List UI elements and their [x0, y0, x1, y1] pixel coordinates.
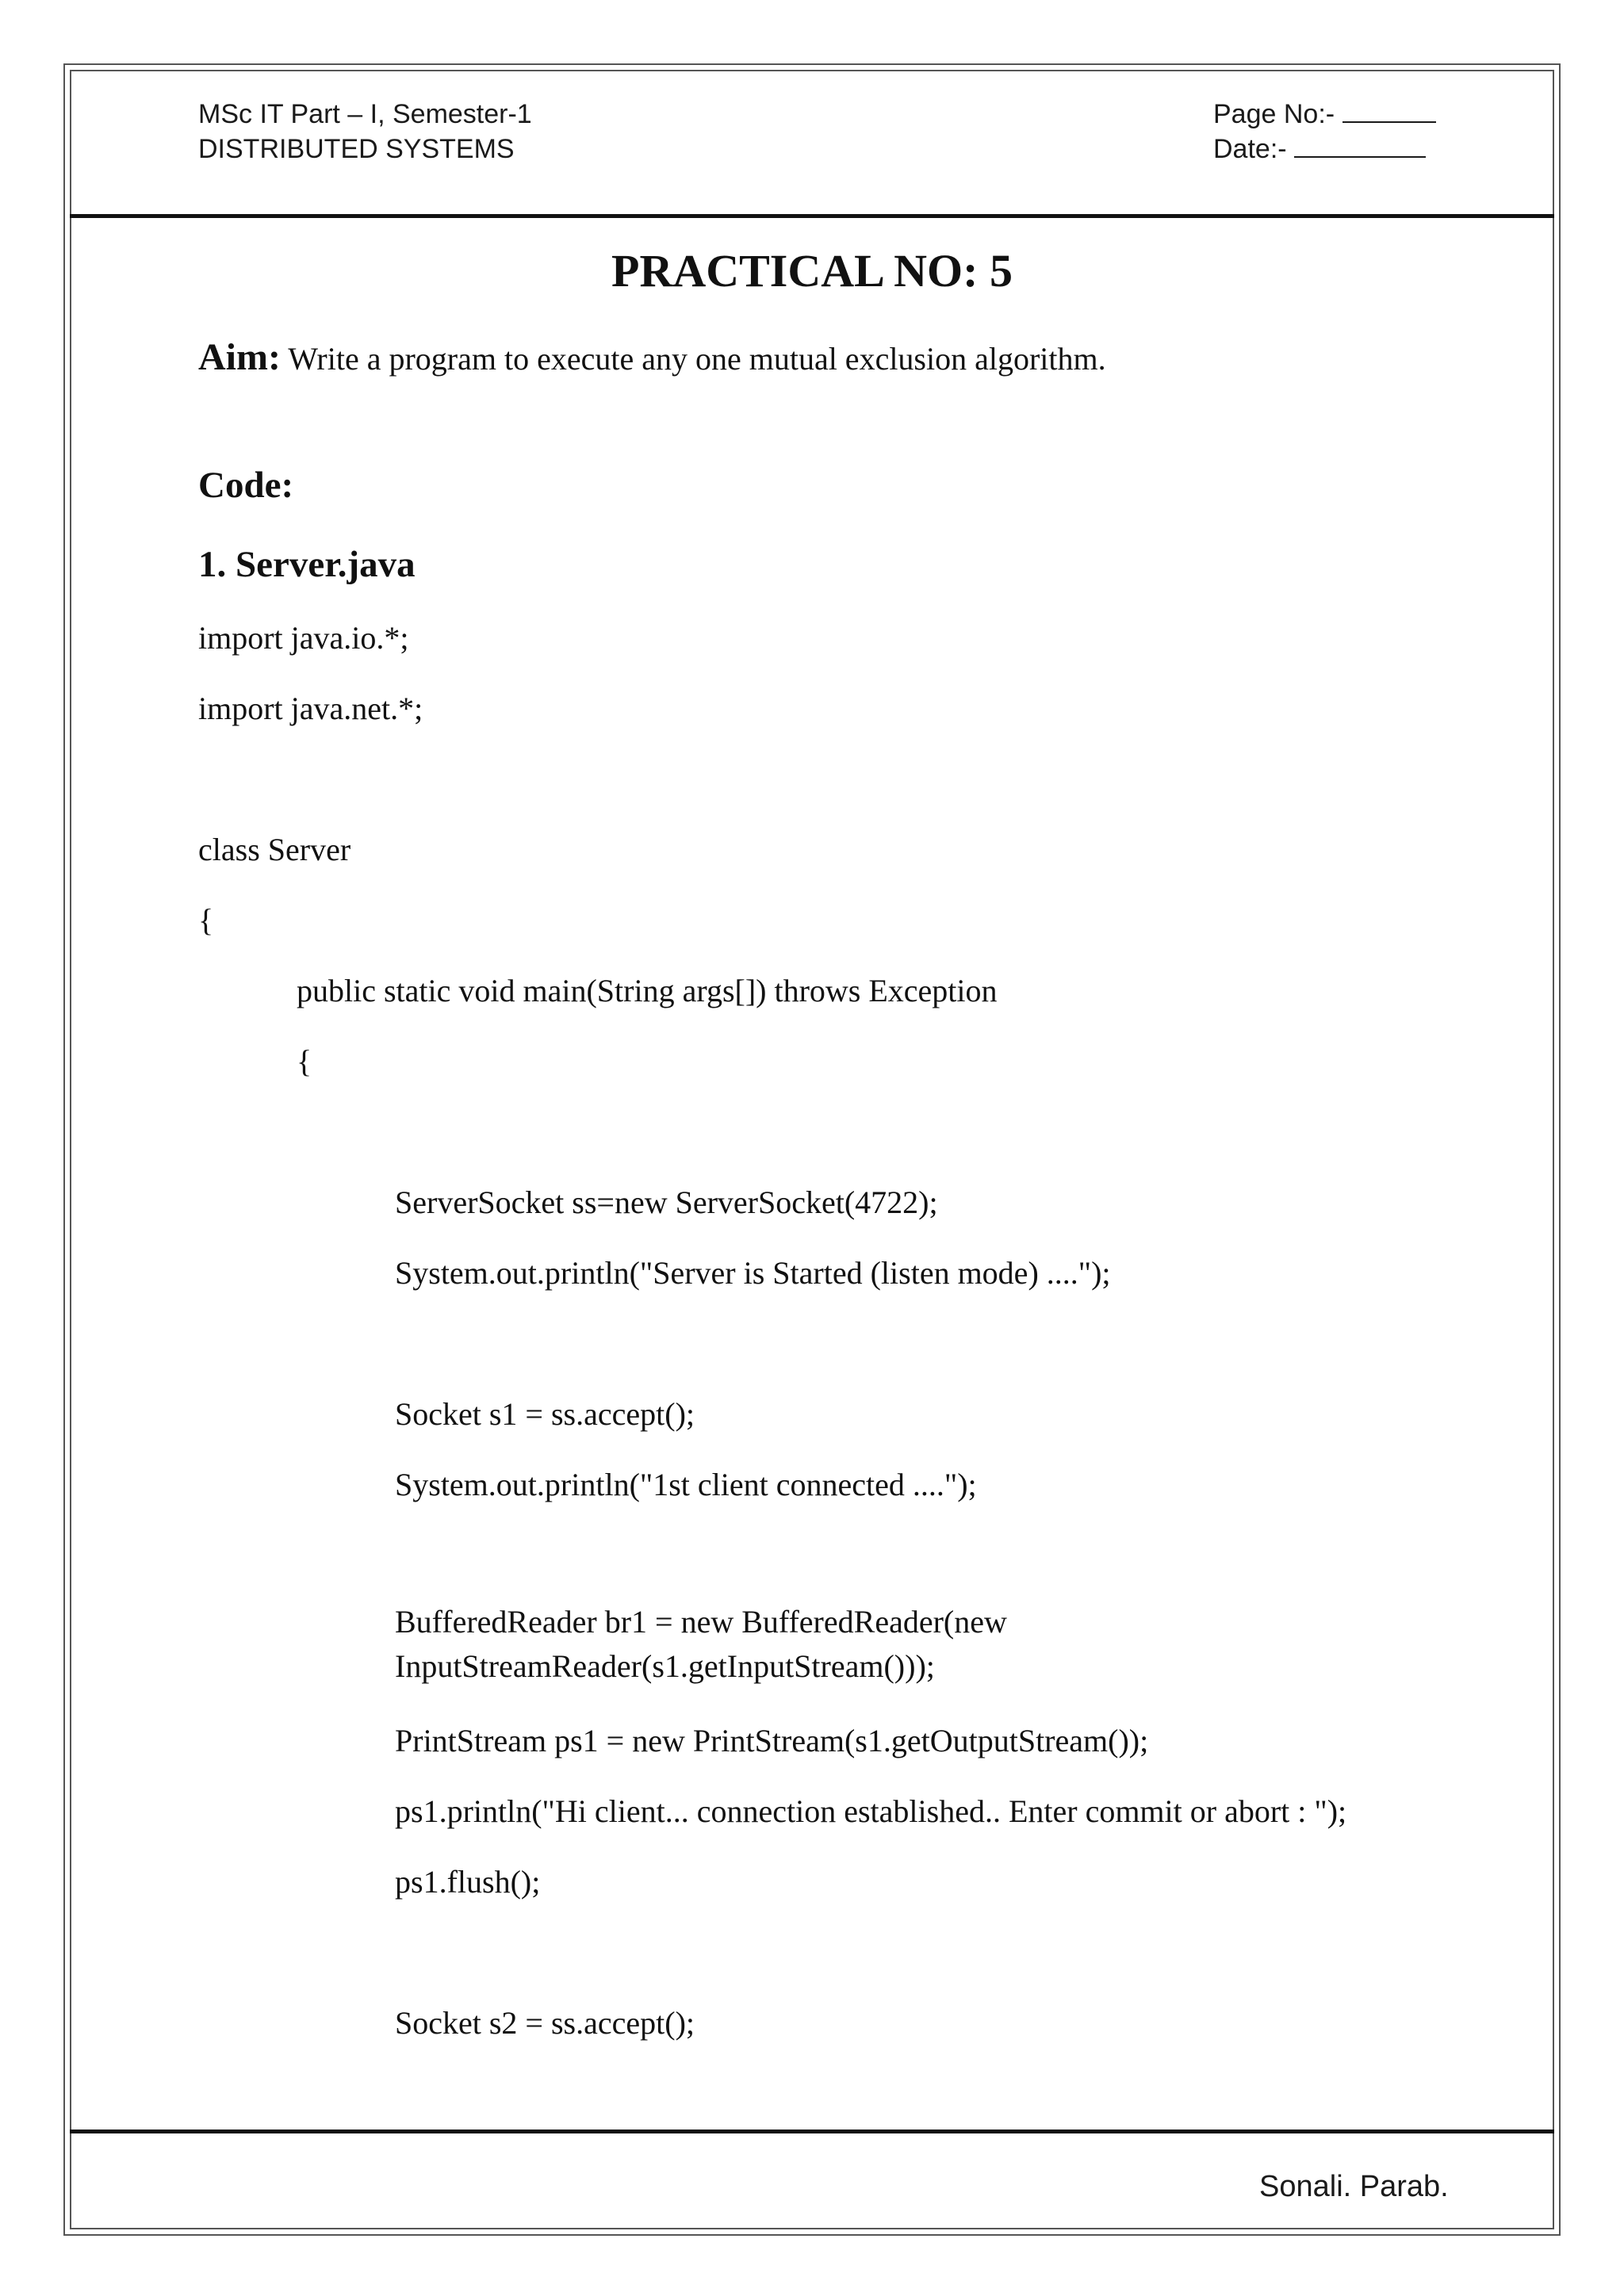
code-listing	[198, 612, 1530, 2068]
code-line: PrintStream ps1 = new PrintStream(s1.getOutputStream());	[395, 1723, 1149, 1758]
page-number-field	[1213, 97, 1436, 132]
code-line: Socket s1 = ss.accept();	[395, 1396, 695, 1432]
aim-label: Aim:	[198, 336, 281, 378]
date-field	[1213, 132, 1436, 166]
code-line: {	[297, 1043, 312, 1079]
aim-text: Write a program to execute any one mutual exclusion algorithm.	[288, 341, 1106, 377]
code-line: ps1.flush();	[395, 1864, 541, 1900]
code-line: Socket s2 = ss.accept();	[395, 2005, 695, 2041]
date-blank	[1294, 132, 1426, 158]
file-heading: 1. Server.java	[198, 544, 416, 585]
code-line: class Server	[198, 832, 351, 867]
page-number-label: Page No:-	[1213, 99, 1335, 129]
header-right	[1213, 97, 1436, 166]
code-line: public static void main(String args[]) throws Exception	[297, 973, 998, 1008]
footer-author: Sonali. Parab.	[1259, 2170, 1449, 2203]
code-line: ps1.println("Hi client... connection established.. Enter commit or abort : ");	[395, 1793, 1347, 1829]
code-line: import java.net.*;	[198, 691, 423, 726]
code-line-blank	[198, 1529, 1530, 1600]
header-divider	[70, 214, 1554, 218]
code-line-blank	[198, 1318, 1530, 1388]
code-line-blank	[198, 1927, 1530, 1997]
header-left	[198, 97, 532, 166]
code-line: System.out.println("Server is Started (listen mode) ....");	[395, 1255, 1111, 1291]
code-line: System.out.println("1st client connected ....");	[395, 1467, 977, 1502]
course-info: MSc IT Part – I, Semester-1	[198, 99, 532, 129]
aim-statement	[198, 331, 1106, 385]
code-line-blank	[198, 1106, 1530, 1177]
code-line: ServerSocket ss=new ServerSocket(4722);	[395, 1184, 938, 1220]
practical-title: PRACTICAL NO: 5	[611, 245, 1013, 297]
code-line: BufferedReader br1 = new BufferedReader(new InputStreamReader(s1.getInputStream()));	[395, 1604, 1007, 1684]
code-line: import java.io.*;	[198, 620, 409, 656]
date-label: Date:-	[1213, 134, 1287, 164]
code-line-blank	[198, 753, 1530, 824]
page-number-blank	[1342, 98, 1436, 123]
code-heading: Code:	[198, 465, 294, 506]
code-line: {	[198, 902, 214, 938]
footer-divider	[70, 2130, 1554, 2133]
subject-name: DISTRIBUTED SYSTEMS	[198, 134, 515, 164]
